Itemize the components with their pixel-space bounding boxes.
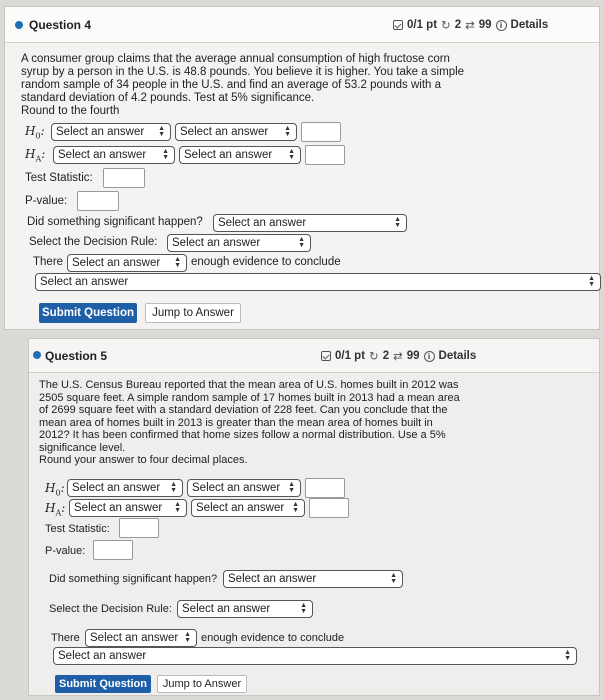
select-text: Select an answer xyxy=(56,126,145,138)
question-text-line: Round to the fourth xyxy=(21,105,120,117)
question-text xyxy=(21,53,464,118)
test-statistic-input[interactable] xyxy=(119,518,159,538)
evidence-select[interactable] xyxy=(67,254,187,272)
h0-value-input[interactable] xyxy=(301,122,341,142)
select-arrows-icon: ▲ ▼ xyxy=(588,275,595,288)
h0-value-input[interactable] xyxy=(305,478,345,498)
significant-select[interactable] xyxy=(223,570,403,588)
select-text: Select an answer xyxy=(90,632,179,644)
question-text-line: Round your answer to four decimal places. xyxy=(39,454,248,466)
retry-icon: ↻ xyxy=(369,351,379,363)
select-arrows-icon: ▲ ▼ xyxy=(174,256,181,269)
significant-select[interactable] xyxy=(213,214,407,232)
h0-letter: H xyxy=(45,481,56,495)
test-statistic-label: Test Statistic: xyxy=(25,172,93,184)
details-info-icon[interactable]: i xyxy=(424,351,435,362)
select-arrows-icon: ▲ ▼ xyxy=(170,481,177,494)
significant-label: Did something significant happen? xyxy=(49,573,218,585)
test-statistic-input[interactable] xyxy=(103,168,145,188)
details-link[interactable]: Details xyxy=(510,19,549,31)
submit-question-button[interactable]: Submit Question xyxy=(55,675,151,693)
bullet-icon xyxy=(33,351,41,359)
question-meta xyxy=(321,349,476,363)
select-arrows-icon: ▲ ▼ xyxy=(394,216,401,229)
question-title: Question 4 xyxy=(29,18,92,32)
attempts-count: 99 xyxy=(478,19,492,31)
attempts-icon: ⇄ xyxy=(393,351,403,363)
p-value-label: P-value: xyxy=(25,195,68,207)
question-text-line: mean area of homes built in 2013 is greater than the mean area of homes built in xyxy=(39,416,433,429)
retries-count: 2 xyxy=(454,19,462,31)
select-arrows-icon: ▲ ▼ xyxy=(564,649,571,662)
select-arrows-icon: ▲ ▼ xyxy=(288,148,295,161)
h0-subscript: 0 xyxy=(35,131,41,141)
evidence-select[interactable] xyxy=(85,629,197,647)
ha-value-input[interactable] xyxy=(309,498,349,518)
retries-count: 2 xyxy=(382,350,390,362)
select-text: Select an answer xyxy=(182,603,271,615)
question-text-line: significance level. xyxy=(39,441,126,454)
conclusion-select[interactable] xyxy=(53,647,577,665)
select-arrows-icon: ▲ ▼ xyxy=(298,236,305,249)
decision-rule-select[interactable] xyxy=(177,600,313,618)
question-text-line: random sample of 34 people in the U.S. and find an average of 53.2 pounds with a xyxy=(21,79,442,91)
p-value-input[interactable] xyxy=(93,540,133,560)
h0-label: $H_0$: xyxy=(25,124,45,141)
retry-icon: ↻ xyxy=(441,20,451,32)
attempts-count: 99 xyxy=(406,350,420,362)
select-text: Select an answer xyxy=(58,149,147,161)
jump-to-answer-button[interactable]: Jump to Answer xyxy=(145,303,241,323)
select-text: Select an answer xyxy=(184,149,273,161)
ha-operator-select[interactable] xyxy=(191,499,305,517)
select-text: Select an answer xyxy=(72,257,161,269)
enough-label: enough evidence to conclude xyxy=(201,632,345,644)
question-5-header xyxy=(29,339,599,373)
ha-label: $H_A$: xyxy=(45,501,66,518)
select-text: Select an answer xyxy=(192,482,281,494)
ha-value-input[interactable] xyxy=(305,145,345,165)
decision-rule-label: Select the Decision Rule: xyxy=(29,236,158,248)
select-arrows-icon: ▲ ▼ xyxy=(284,125,291,138)
p-value-label: P-value: xyxy=(45,545,86,557)
bullet-icon xyxy=(15,21,23,29)
select-text: Select an answer xyxy=(218,217,307,229)
ha-subscript: A xyxy=(35,154,42,164)
there-label: There xyxy=(51,632,80,644)
select-arrows-icon: ▲ ▼ xyxy=(300,602,307,615)
select-arrows-icon: ▲ ▼ xyxy=(184,631,191,644)
ha-operator-select[interactable] xyxy=(179,146,301,164)
select-arrows-icon: ▲ ▼ xyxy=(174,501,181,514)
question-meta xyxy=(393,18,548,32)
select-text: Select an answer xyxy=(228,573,317,585)
select-arrows-icon: ▲ ▼ xyxy=(288,481,295,494)
select-text: Select an answer xyxy=(58,650,147,662)
ha-letter: H xyxy=(25,147,36,161)
h0-letter: H xyxy=(25,124,36,138)
details-info-icon[interactable]: i xyxy=(496,20,507,31)
ha-parameter-select[interactable] xyxy=(53,146,175,164)
significant-label: Did something significant happen? xyxy=(27,216,203,228)
ha-label: $H_A$: xyxy=(25,147,46,164)
h0-parameter-select[interactable] xyxy=(67,479,183,497)
h0-label: $H_0$: xyxy=(45,481,65,498)
decision-rule-label: Select the Decision Rule: xyxy=(49,603,172,615)
h0-subscript: 0 xyxy=(55,488,61,498)
select-text: Select an answer xyxy=(74,502,163,514)
select-text: Select an answer xyxy=(196,502,285,514)
question-text-line: A consumer group claims that the average annual consumption of high fructose corn xyxy=(21,53,450,65)
question-text-line: 2505 square feet. A simple random sample of 17 homes built in 2013 had a mean area xyxy=(39,391,460,404)
select-text: Select an answer xyxy=(72,482,161,494)
question-4-header xyxy=(5,7,599,43)
score-check-icon xyxy=(393,20,403,30)
question-text-line: The U.S. Census Bureau reported that the mean area of U.S. homes built in 2012 was xyxy=(39,379,459,391)
ha-letter: H xyxy=(45,501,56,515)
question-text-line: of 2699 square feet with a standard deviation of 228 feet. Can you conclude that the xyxy=(39,404,448,416)
attempts-icon: ⇄ xyxy=(465,20,475,32)
h0-operator-select[interactable] xyxy=(187,479,301,497)
decision-rule-select[interactable] xyxy=(167,234,311,252)
select-arrows-icon: ▲ ▼ xyxy=(292,501,299,514)
h0-operator-select[interactable] xyxy=(175,123,297,141)
enough-label: enough evidence to conclude xyxy=(191,256,341,268)
question-text-line: standard deviation of 4.2 pounds. Test at 5% significance. xyxy=(21,92,315,104)
there-label: There xyxy=(33,256,64,268)
submit-question-button[interactable]: Submit Question xyxy=(39,303,137,323)
question-4-card xyxy=(4,6,600,330)
question-text xyxy=(39,379,460,467)
select-text: Select an answer xyxy=(180,126,269,138)
h0-parameter-select[interactable] xyxy=(51,123,171,141)
question-text-line: 2012? It has been confirmed that home sizes follow a normal distribution. Use a 5% xyxy=(39,429,446,441)
p-value-input[interactable] xyxy=(77,191,119,211)
select-text: Select an answer xyxy=(40,276,129,288)
question-text-line: syrup by a person in the U.S. is 48.8 pounds. You believe it is higher. You take a simple xyxy=(21,66,465,78)
question-title: Question 5 xyxy=(45,349,108,363)
test-statistic-label: Test Statistic: xyxy=(45,523,110,535)
score: 0/1 pt xyxy=(407,19,438,31)
select-text: Select an answer xyxy=(172,237,261,249)
details-link[interactable]: Details xyxy=(438,350,477,362)
ha-subscript: A xyxy=(55,508,62,518)
score: 0/1 pt xyxy=(335,350,366,362)
select-arrows-icon: ▲ ▼ xyxy=(162,148,169,161)
ha-parameter-select[interactable] xyxy=(69,499,187,517)
select-arrows-icon: ▲ ▼ xyxy=(158,125,165,138)
select-arrows-icon: ▲ ▼ xyxy=(390,572,397,585)
score-check-icon xyxy=(321,351,331,361)
question-5-card xyxy=(28,338,600,696)
jump-to-answer-button[interactable]: Jump to Answer xyxy=(157,675,247,693)
conclusion-select[interactable] xyxy=(35,273,601,291)
